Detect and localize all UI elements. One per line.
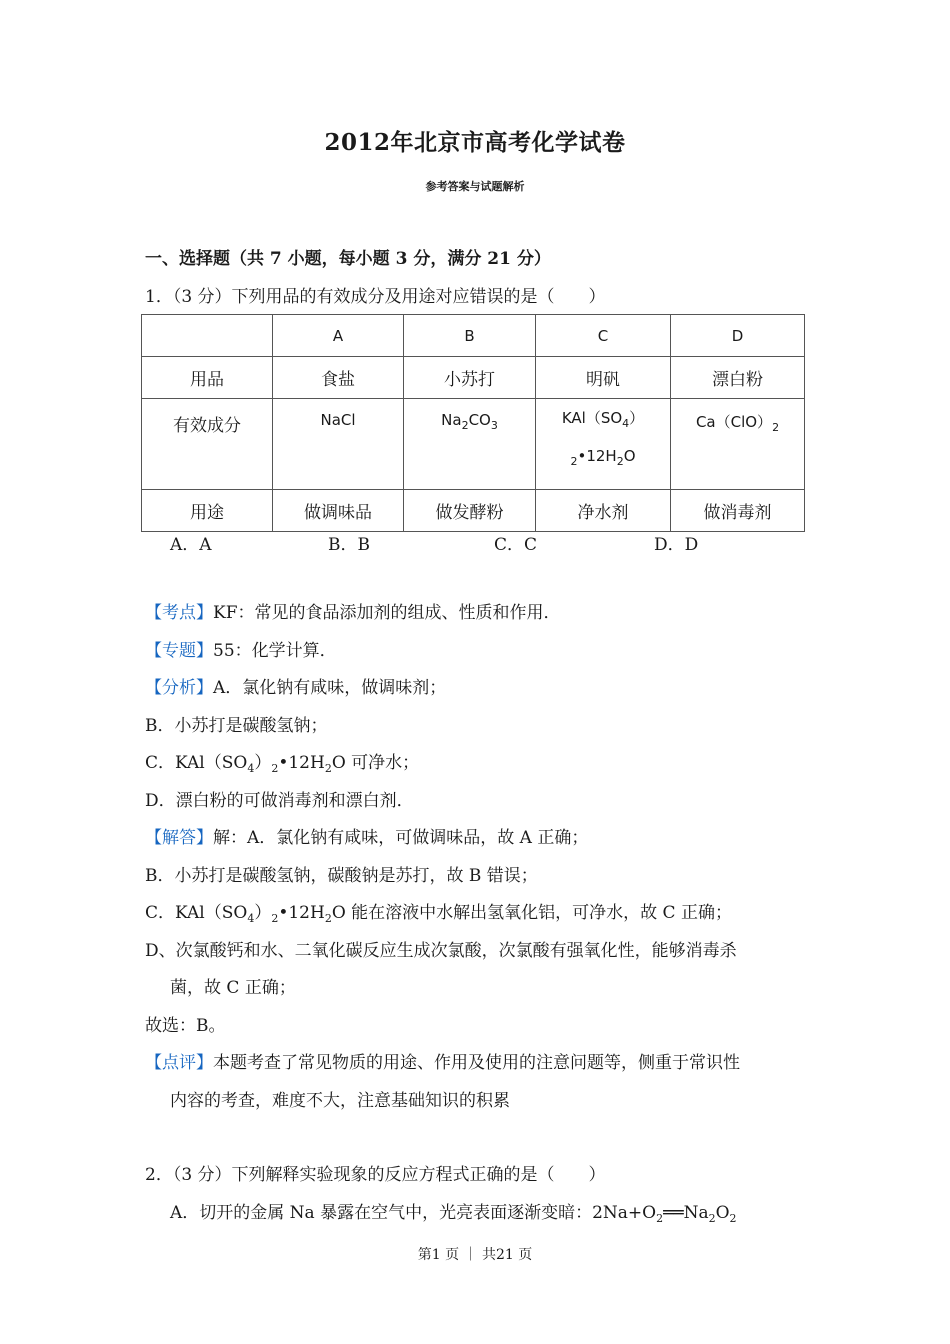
table-row [142,490,805,532]
page-title: 2012年北京市高考化学试卷 [324,129,626,156]
table-cell: 做发酵粉 [404,490,536,532]
fenxi-text-c: C．$KAl(SO_4)_2•12H_2O$ 可净水； [145,753,420,775]
question-2-option-a-text: A．切开的金属 Na 暴露在空气中，光亮表面逐渐变暗：2Na+O [170,1203,657,1223]
table-cell-formula-b: $Na_2CO_3$ [404,399,536,490]
jieda-text-a: 解：A．氯化钠有咸味，可做调味品，故 A 正确； [213,828,589,848]
table-cell: 小苏打 [404,357,536,399]
fenxi-tag: 【分析】 [145,678,213,698]
table-cell-formula-c: $KAl(SO_4)$ $_2•12H_2O$ [536,399,671,490]
question-2-option-a: A．切开的金属 Na 暴露在空气中，光亮表面逐渐变暗：$2Na+O_2══Na_2O_2$ [170,1203,737,1225]
table-cell: A [273,315,404,357]
fenxi-text-b: B．小苏打是碳酸氢钠； [145,716,328,736]
zhuanti-text: 55：化学计算． [213,641,337,661]
table-cell: 有效成分 [142,399,273,490]
jieda-line [145,827,588,849]
section-heading: 一、选择题（共 7 小题，每小题 3 分，满分 21 分） [145,249,551,269]
zhuanti-tag: 【专题】 [145,641,213,661]
dianping-line [145,1052,740,1074]
table-cell: 用品 [142,357,273,399]
jieda-text-d1: D、次氯酸钙和水、二氧化碳反应生成次氯酸，次氯酸有强氧化性，能够消毒杀 [145,941,737,961]
kaodian-line [145,602,561,624]
jieda-text-b: B．小苏打是碳酸氢钠，碳酸钠是苏打，故 B 错误； [145,866,538,886]
kaodian-text: KF：常见的食品添加剂的组成、性质和作用． [213,603,561,623]
page-footer: 第1 页 ｜ 共21 页 [417,1247,533,1263]
table-cell: 做消毒剂 [671,490,805,532]
table-row [142,315,805,357]
answer-line: 故选：B。 [145,1016,226,1036]
question-1-option-b: B．B [328,535,370,555]
table-cell: D [671,315,805,357]
kaodian-tag: 【考点】 [145,603,213,623]
table-row [142,357,805,399]
jieda-tag: 【解答】 [145,828,213,848]
table-cell [142,315,273,357]
table-cell: 做调味品 [273,490,404,532]
question-1-option-c: C．C [494,535,538,555]
fenxi-line [145,677,446,699]
table-cell: 明矾 [536,357,671,399]
table-cell: NaCl [273,399,404,490]
jieda-text-d2: 菌，故 C 正确； [170,978,296,998]
table-row [142,399,805,490]
table-cell: 食盐 [273,357,404,399]
table-cell: 用途 [142,490,273,532]
question-2-stem: 2．（3 分）下列解释实验现象的反应方程式正确的是（ ） [145,1165,606,1185]
page-subtitle: 参考答案与试题解析 [425,180,525,193]
question-1-option-d: D．D [654,535,699,555]
table-cell-formula-d: $Ca(ClO)_2$ [671,399,805,490]
question-1-table [141,314,805,532]
table-cell: C [536,315,671,357]
fenxi-text-d: D．漂白粉的可做消毒剂和漂白剂． [145,791,414,811]
dianping-text-2: 内容的考查，难度不大，注意基础知识的积累 [170,1091,510,1111]
fenxi-text-a: A．氯化钠有咸味，做调味剂； [213,678,447,698]
jieda-text-c: C．$KAl(SO_4)_2•12H_2O$ 能在溶液中水解出氢氧化铝，可净水，故 C 正确； [145,903,732,925]
table-cell: B [404,315,536,357]
question-1-option-a: A．A [170,535,212,555]
table-cell: 净水剂 [536,490,671,532]
table-cell: 漂白粉 [671,357,805,399]
question-1-stem: 1．（3 分）下列用品的有效成分及用途对应错误的是（ ） [145,287,606,307]
dianping-tag: 【点评】 [145,1053,213,1073]
zhuanti-line [145,640,337,662]
dianping-text-1: 本题考查了常见物质的用途、作用及使用的注意问题等，侧重于常识性 [213,1053,740,1073]
